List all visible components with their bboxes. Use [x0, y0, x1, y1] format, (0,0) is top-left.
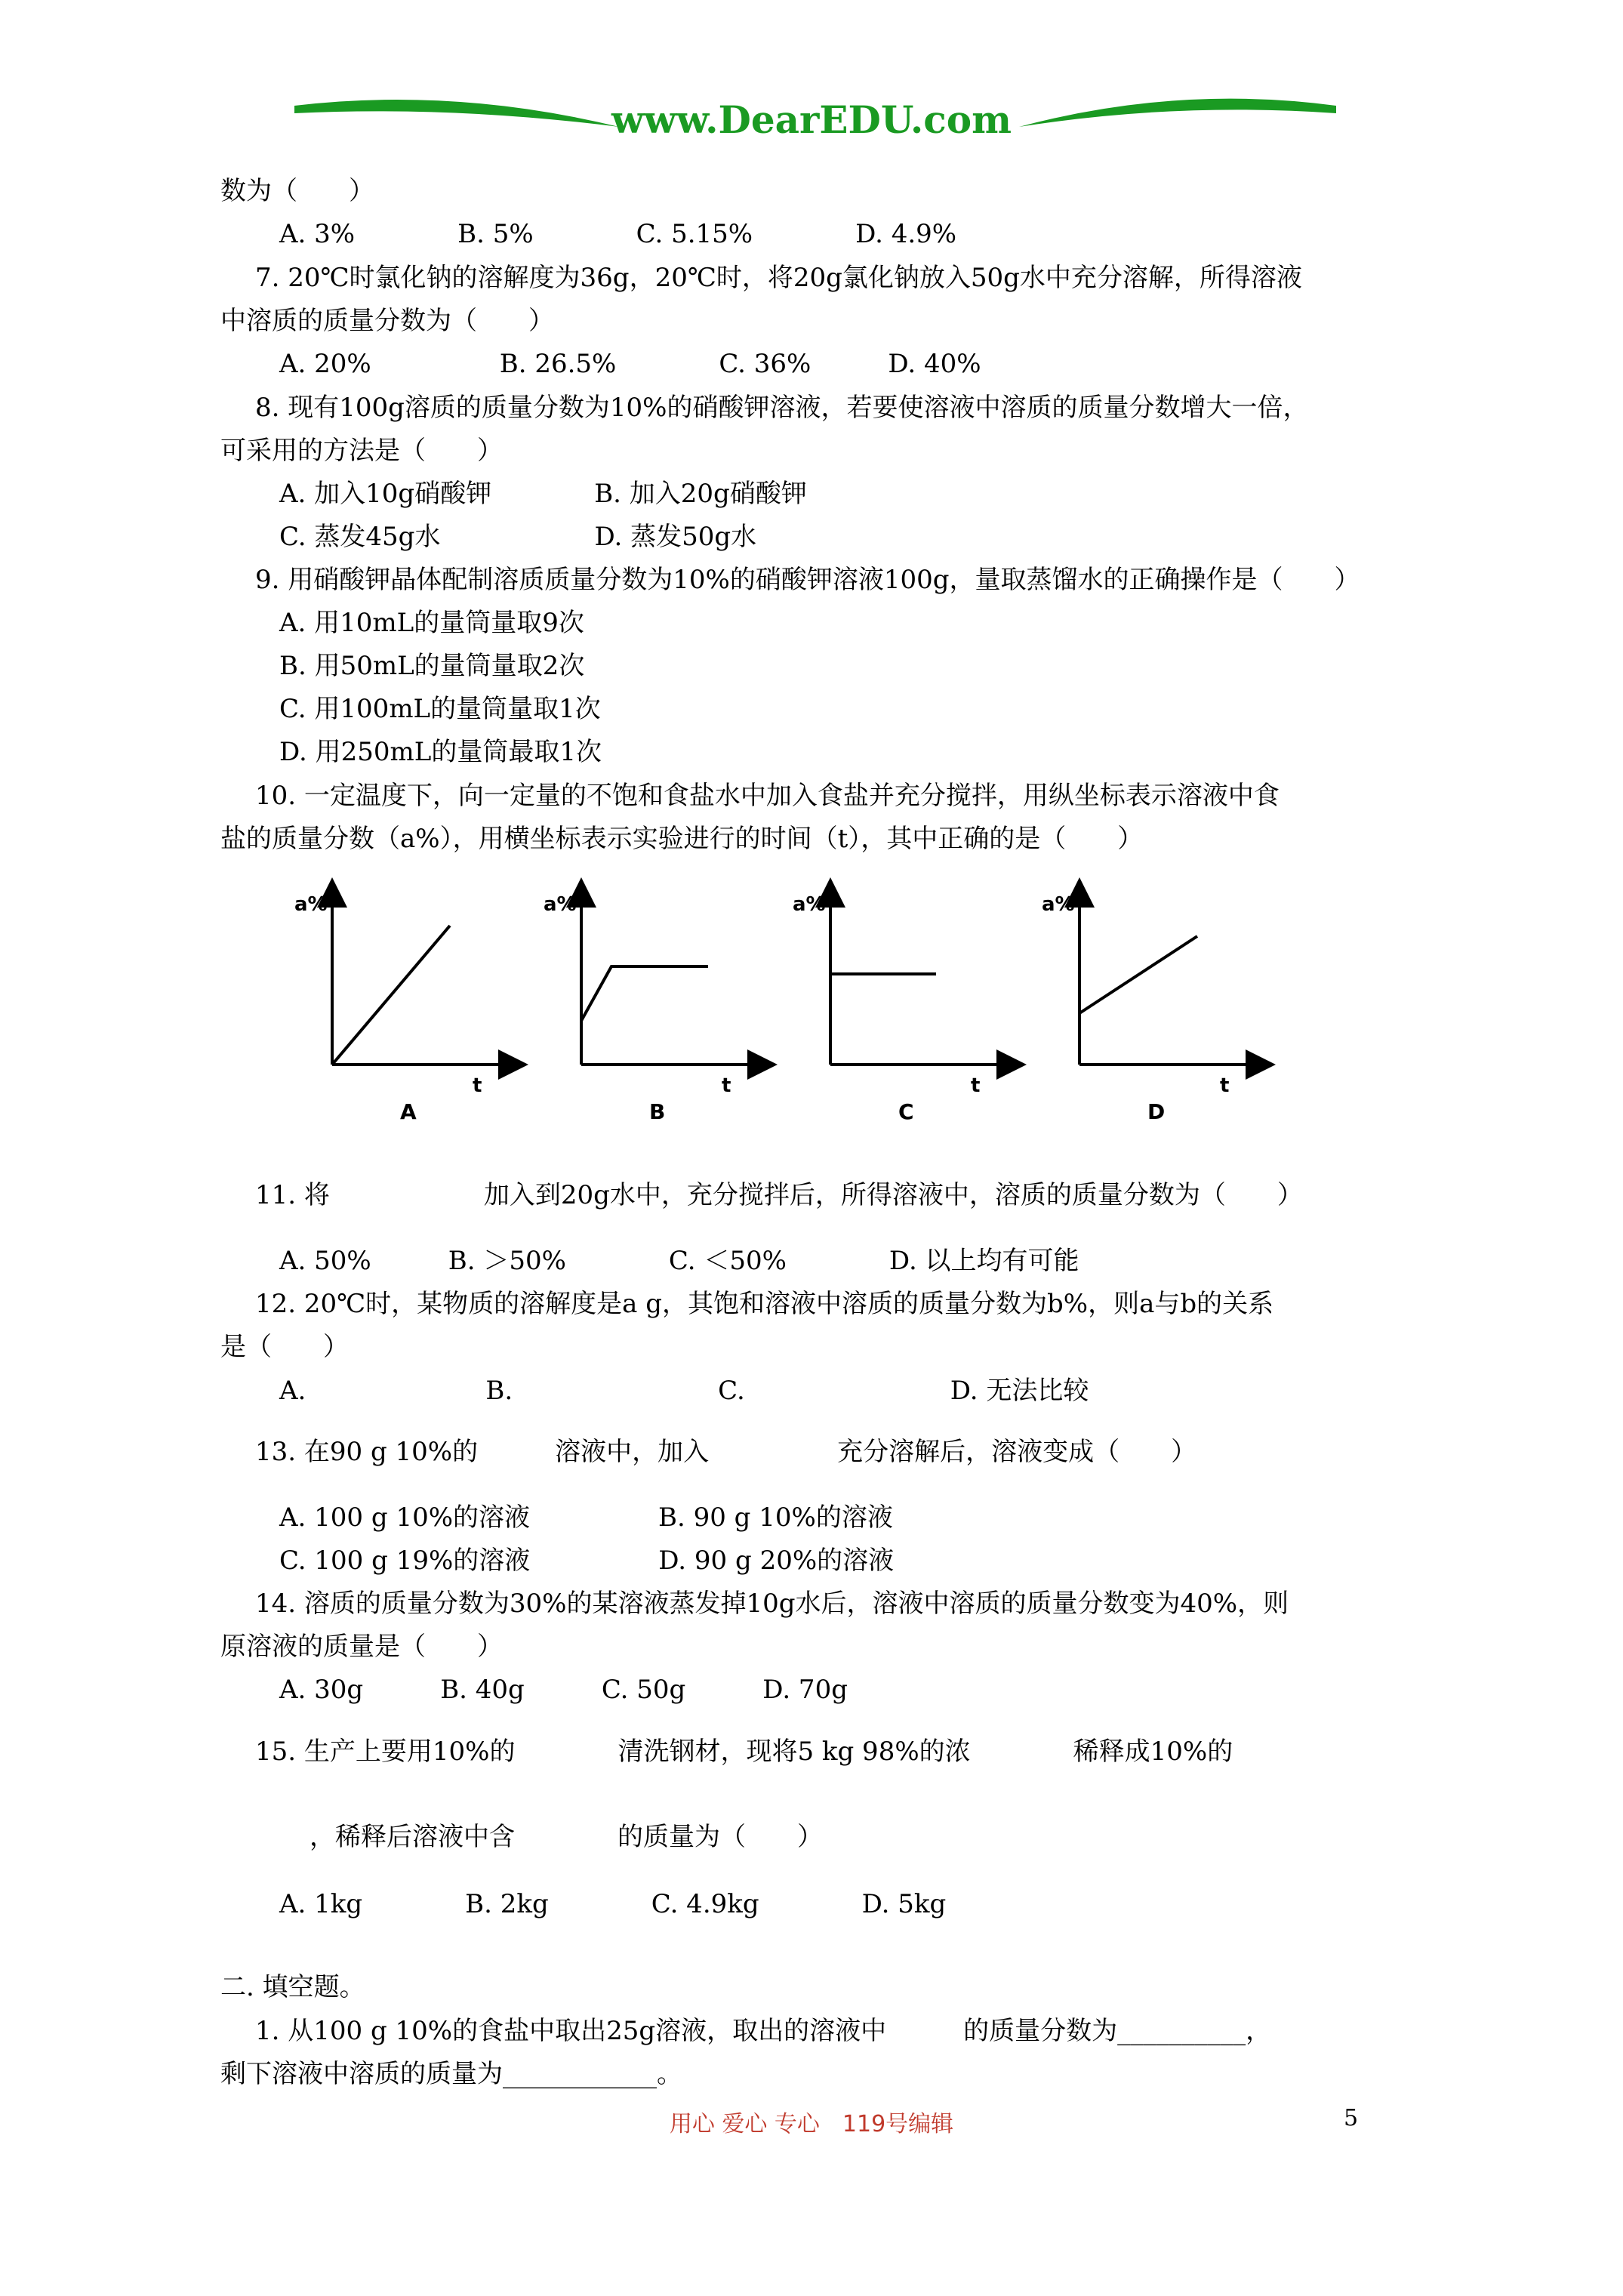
text-line: 15. 生产上要用10%的 清洗钢材，现将5 kg 98%的浓 稀释成10%的 — [255, 1737, 1233, 1767]
graph-d-line — [1079, 936, 1197, 1013]
text-line: 数为（ ） — [220, 176, 374, 206]
text-line: 是（ ） — [220, 1332, 349, 1362]
text-line: 盐的质量分数（a%），用横坐标表示实验进行的时间（t），其中正确的是（ ） — [220, 824, 1144, 854]
text-line: 二. 填空题。 — [220, 1972, 365, 2002]
text-line: 12. 20℃时，某物质的溶解度是a g，其饱和溶液中溶质的质量分数为b%，则a与b的关系 — [255, 1289, 1274, 1319]
text-line: 8. 现有100g溶质的质量分数为10%的硝酸钾溶液，若要使溶液中溶质的质量分数增大一倍， — [255, 393, 1309, 423]
text-line: 14. 溶质的质量分数为30%的某溶液蒸发掉10g水后，溶液中溶质的质量分数变为40%，则 — [255, 1589, 1289, 1619]
text-line: 11. 将 加入到20g水中，充分搅拌后，所得溶液中，溶质的质量分数为（ ） — [255, 1180, 1303, 1210]
graph-panel-d — [1042, 892, 1261, 1124]
text-line: A. 用10mL的量筒量取9次 — [279, 608, 584, 638]
text-line: 13. 在90 g 10%的 溶液中，加入 充分溶解后，溶液变成（ ） — [255, 1437, 1197, 1467]
graph-c-ylabel: a% — [793, 893, 826, 916]
graph-b-line — [581, 966, 708, 1021]
text-line: A. 20% B. 26.5% C. 36% D. 40% — [279, 349, 981, 379]
text-line: 7. 20℃时氯化钠的溶解度为36g，20℃时，将20g氯化钠放入50g水中充分溶解，所得溶液 — [255, 263, 1302, 293]
text-line: A. 50% B. ＞50% C. ＜50% D. 以上均有可能 — [279, 1246, 1079, 1276]
graph-b-xlabel: t — [722, 1074, 731, 1097]
graph-b-ylabel: a% — [544, 893, 577, 916]
graph-b-label: B — [649, 1099, 666, 1124]
banner-swoosh — [0, 0, 1623, 166]
graph-c-xlabel: t — [971, 1074, 981, 1097]
footer-credit: 用心 爱心 专心 119号编辑 — [669, 2111, 954, 2137]
text-line: 中溶质的质量分数为（ ） — [220, 306, 554, 336]
text-line: 9. 用硝酸钾晶体配制溶质质量分数为10%的硝酸钾溶液100g，量取蒸馏水的正确操作是（ ） — [255, 565, 1360, 595]
page-number: 5 — [1344, 2105, 1359, 2131]
graph-c-label: C — [898, 1099, 914, 1124]
text-line: A. 100 g 10%的溶液 B. 90 g 10%的溶液 — [279, 1502, 893, 1533]
graph-a-label: A — [400, 1099, 417, 1124]
text-line: 剩下溶液中溶质的质量为____________。 — [220, 2059, 682, 2089]
graph-d-ylabel: a% — [1042, 893, 1075, 916]
graph-panel-c — [793, 892, 1012, 1124]
text-line: C. 100 g 19%的溶液 D. 90 g 20%的溶液 — [279, 1546, 895, 1576]
graph-panel-a — [294, 892, 513, 1124]
text-line: 原溶液的质量是（ ） — [220, 1632, 503, 1662]
graphs-figure — [287, 876, 1344, 1133]
text-line: A. 30g B. 40g C. 50g D. 70g — [279, 1675, 848, 1705]
text-line: ，稀释后溶液中含 的质量为（ ） — [310, 1822, 823, 1852]
text-line: A. 1kg B. 2kg C. 4.9kg D. 5kg — [279, 1889, 947, 1919]
text-line: C. 蒸发45g水 D. 蒸发50g水 — [279, 522, 757, 552]
text-line: 10. 一定温度下，向一定量的不饱和食盐水中加入食盐并充分搅拌，用纵坐标表示溶液中食 — [255, 781, 1280, 811]
text-line: 可采用的方法是（ ） — [220, 436, 503, 466]
graph-a-ylabel: a% — [294, 893, 328, 916]
text-line: D. 用250mL的量筒最取1次 — [279, 737, 602, 767]
graph-d-xlabel: t — [1220, 1074, 1230, 1097]
text-line: A. B. C. D. 无法比较 — [279, 1376, 1089, 1406]
text-line: A. 3% B. 5% C. 5.15% D. 4.9% — [279, 219, 957, 249]
text-line: C. 用100mL的量筒量取1次 — [279, 694, 601, 724]
graph-d-label: D — [1147, 1099, 1166, 1124]
text-line: 1. 从100 g 10%的食盐中取出25g溶液，取出的溶液中 的质量分数为__________， — [255, 2016, 1272, 2046]
graph-panel-b — [544, 892, 762, 1124]
graph-a-xlabel: t — [473, 1074, 482, 1097]
graph-a-line — [332, 926, 450, 1065]
site-logo: www.DearEDU.com — [611, 97, 1012, 142]
header-banner — [0, 0, 1623, 166]
text-line: A. 加入10g硝酸钾 B. 加入20g硝酸钾 — [279, 479, 807, 509]
text-line: B. 用50mL的量筒量取2次 — [279, 651, 585, 681]
